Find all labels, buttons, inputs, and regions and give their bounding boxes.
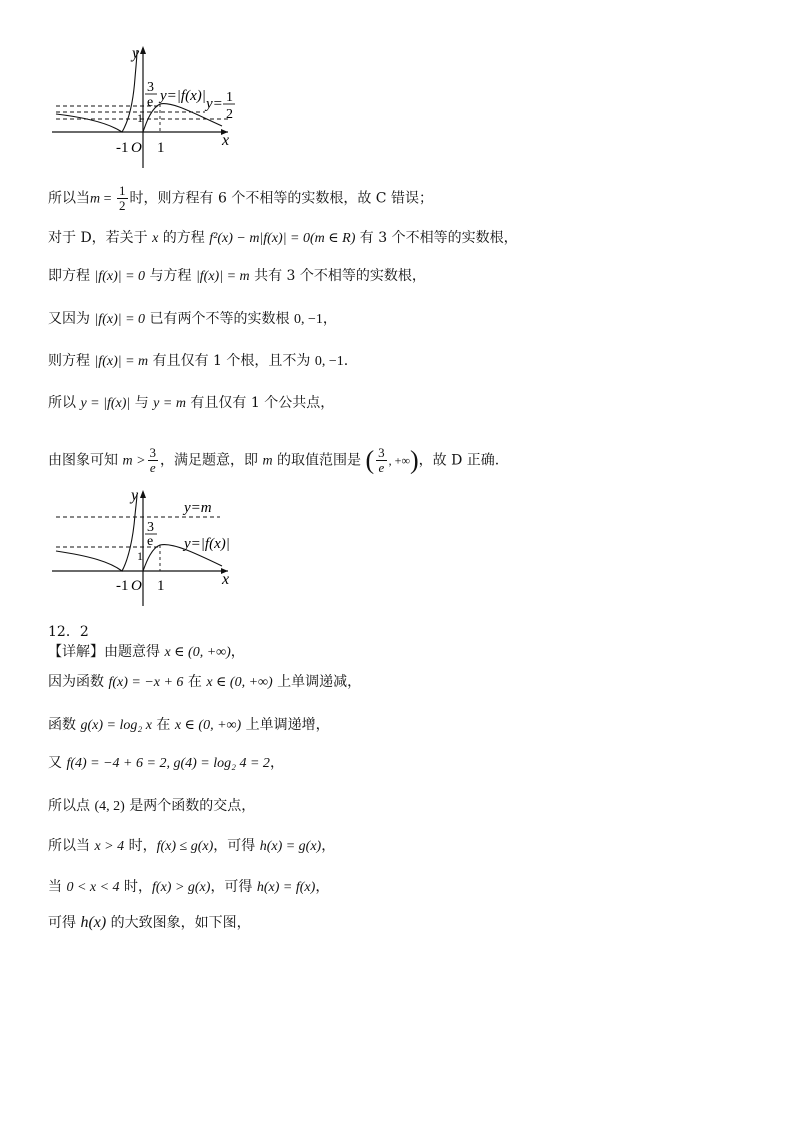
text-line-4 [48, 309, 337, 330]
text: 上单调递增， [241, 717, 330, 733]
equation: |f(x)| = m [94, 354, 149, 369]
tick-neg1-2: -1 [116, 578, 129, 594]
sol12-line-6 [48, 836, 335, 857]
math-var: m [262, 453, 273, 469]
text-line-7 [48, 446, 499, 475]
equation: h(x) = f(x) [256, 880, 316, 895]
text: 所以点 [48, 798, 95, 814]
equation: 0, −1 [293, 312, 323, 327]
equation: f(x) ≤ g(x) [156, 839, 214, 854]
fraction-3-e: $\frac{3}{e}$ [149, 445, 157, 475]
tick-neg1-1: -1 [116, 140, 129, 156]
sol12-line-5 [48, 796, 255, 817]
text-line-3 [48, 266, 426, 287]
text-line-5 [48, 351, 348, 372]
x-axis-label-2: x [222, 571, 230, 588]
sol12-line-3 [48, 715, 330, 736]
text: 有且仅有 1 个根，且不为 [148, 353, 315, 369]
line-label-prefix-1: y= [206, 96, 223, 112]
equation: y = m [153, 396, 186, 411]
text-line-6 [48, 393, 334, 414]
curve-left-1 [56, 50, 137, 132]
text: ， [321, 838, 336, 854]
sol12-line-4 [48, 753, 284, 774]
sol12-line-8 [48, 913, 251, 933]
text: ，可得 [213, 838, 260, 854]
text: 所以当 [48, 190, 90, 207]
text: 有 3 个不相等的实数根， [355, 230, 518, 246]
text: ， [269, 755, 284, 771]
equation: f(4) = −4 + 6 = 2, g(4) = log₂ 4 = 2 [66, 756, 270, 771]
equation: 0 < x < 4 [66, 880, 120, 895]
equation: x ∈ (0, +∞) [164, 645, 231, 660]
text: 的大致图象，如下图， [106, 915, 251, 931]
text: 的取值范围是 [272, 452, 366, 469]
small-one-2: 1 [137, 549, 143, 563]
equation: x > 4 [94, 839, 125, 854]
interval-tail: , +∞ [388, 453, 410, 468]
text: 与方程 [145, 268, 196, 284]
text: 在 [151, 717, 175, 733]
graph-2 [0, 484, 800, 614]
text: 又 [48, 755, 67, 771]
text: ， [322, 311, 337, 327]
text: 共有 3 个不相等的实数根， [249, 268, 426, 284]
equation: x ∈ (0, +∞) [174, 718, 242, 733]
x-axis-label-1: x [222, 132, 230, 149]
curve-left-2 [56, 494, 137, 571]
equation: |f(x)| = 0 [94, 312, 146, 327]
fraction-half: $\frac{1}{2}$ [119, 183, 126, 213]
y-axis-label-1: y [132, 45, 140, 62]
label-y-m-2: y=m [184, 500, 212, 516]
origin-label-2: O [131, 578, 142, 594]
equation: m > [122, 453, 146, 469]
text: 因为函数 [48, 674, 109, 690]
text-line-2 [48, 228, 518, 249]
sol12-line-1 [48, 642, 245, 663]
curve-label-1: y=|f(x)| [160, 88, 206, 104]
y-axis-arrow-1 [140, 46, 146, 54]
equation: f(x) = −x + 6 [108, 675, 184, 690]
text: 又因为 [48, 311, 95, 327]
equation: y = |f(x)| [80, 396, 131, 411]
text: 即方程 [48, 268, 95, 284]
y-axis-arrow-2 [140, 490, 146, 498]
text: ，故 D 正确. [418, 452, 500, 469]
text: 则方程 [48, 353, 95, 369]
equation: h(x) [80, 914, 107, 931]
curve-label-2: y=|f(x)| [184, 536, 230, 552]
frac-num-1: 3 [147, 80, 154, 95]
text: 已有两个不等的实数根 [145, 311, 294, 327]
text: 当 [48, 879, 67, 895]
sol12-line-7 [48, 877, 329, 898]
text: 对于 D，若关于 [48, 230, 153, 246]
text: 时， [124, 838, 157, 854]
fraction-3-e-interval: $\frac{3}{e}$ [378, 445, 385, 475]
text: 可得 [48, 915, 81, 931]
tick-1-1: 1 [157, 140, 165, 156]
text: 由图象可知 [48, 452, 123, 469]
text: 有且仅有 1 个公共点， [185, 395, 335, 411]
text: ， [230, 644, 245, 660]
text: 的方程 [158, 230, 210, 246]
frac-den-2: e [147, 534, 154, 549]
frac-num-2: 3 [147, 520, 154, 535]
line-label-den-1: 2 [226, 107, 233, 122]
text: 函数 [48, 717, 81, 733]
equation: |f(x)| = m [195, 269, 250, 284]
text: ，满足题意，即 [160, 452, 263, 469]
text-line-1 [48, 184, 433, 213]
origin-label-1: O [131, 140, 142, 156]
equation: f²(x) − m|f(x)| = 0(m ∈ R) [209, 231, 356, 246]
small-one-1: 1 [137, 111, 143, 125]
equation: x ∈ (0, +∞) [206, 675, 273, 690]
equation: (4, 2) [94, 799, 125, 814]
equation: |f(x)| = 0 [94, 269, 146, 284]
equation: f(x) > g(x) [152, 880, 211, 895]
text: 时， [119, 879, 153, 895]
text: 时，则方程有 6 个不相等的实数根，故 C 错误； [129, 190, 433, 207]
text: 在 [183, 674, 207, 690]
math-var: x [152, 231, 159, 246]
text: . [343, 353, 349, 369]
text: ， [315, 879, 330, 895]
text: 与 [130, 395, 154, 411]
tick-1-2: 1 [157, 578, 165, 594]
text: ，可得 [210, 879, 257, 895]
text: 是两个函数的交点， [124, 798, 256, 814]
paren-right: ) [410, 445, 419, 475]
text: 所以 [48, 395, 81, 411]
graph-1 [0, 0, 800, 180]
equation: 0, −1 [314, 354, 344, 369]
line-label-num-1: 1 [226, 90, 233, 105]
frac-den-1: e [147, 95, 154, 110]
sol12-header: 12．2 [48, 624, 89, 640]
text: 【详解】由题意得 [48, 644, 165, 660]
math: = [100, 191, 116, 207]
text: 所以当 [48, 838, 95, 854]
y-axis-label-2: y [131, 487, 139, 504]
math-var: m [90, 191, 101, 207]
equation: h(x) = g(x) [259, 839, 322, 854]
paren-left: ( [365, 445, 375, 475]
equation: g(x) = log₂ x [80, 718, 152, 733]
sol12-line-2 [48, 672, 361, 693]
text: 上单调递减， [272, 674, 362, 690]
